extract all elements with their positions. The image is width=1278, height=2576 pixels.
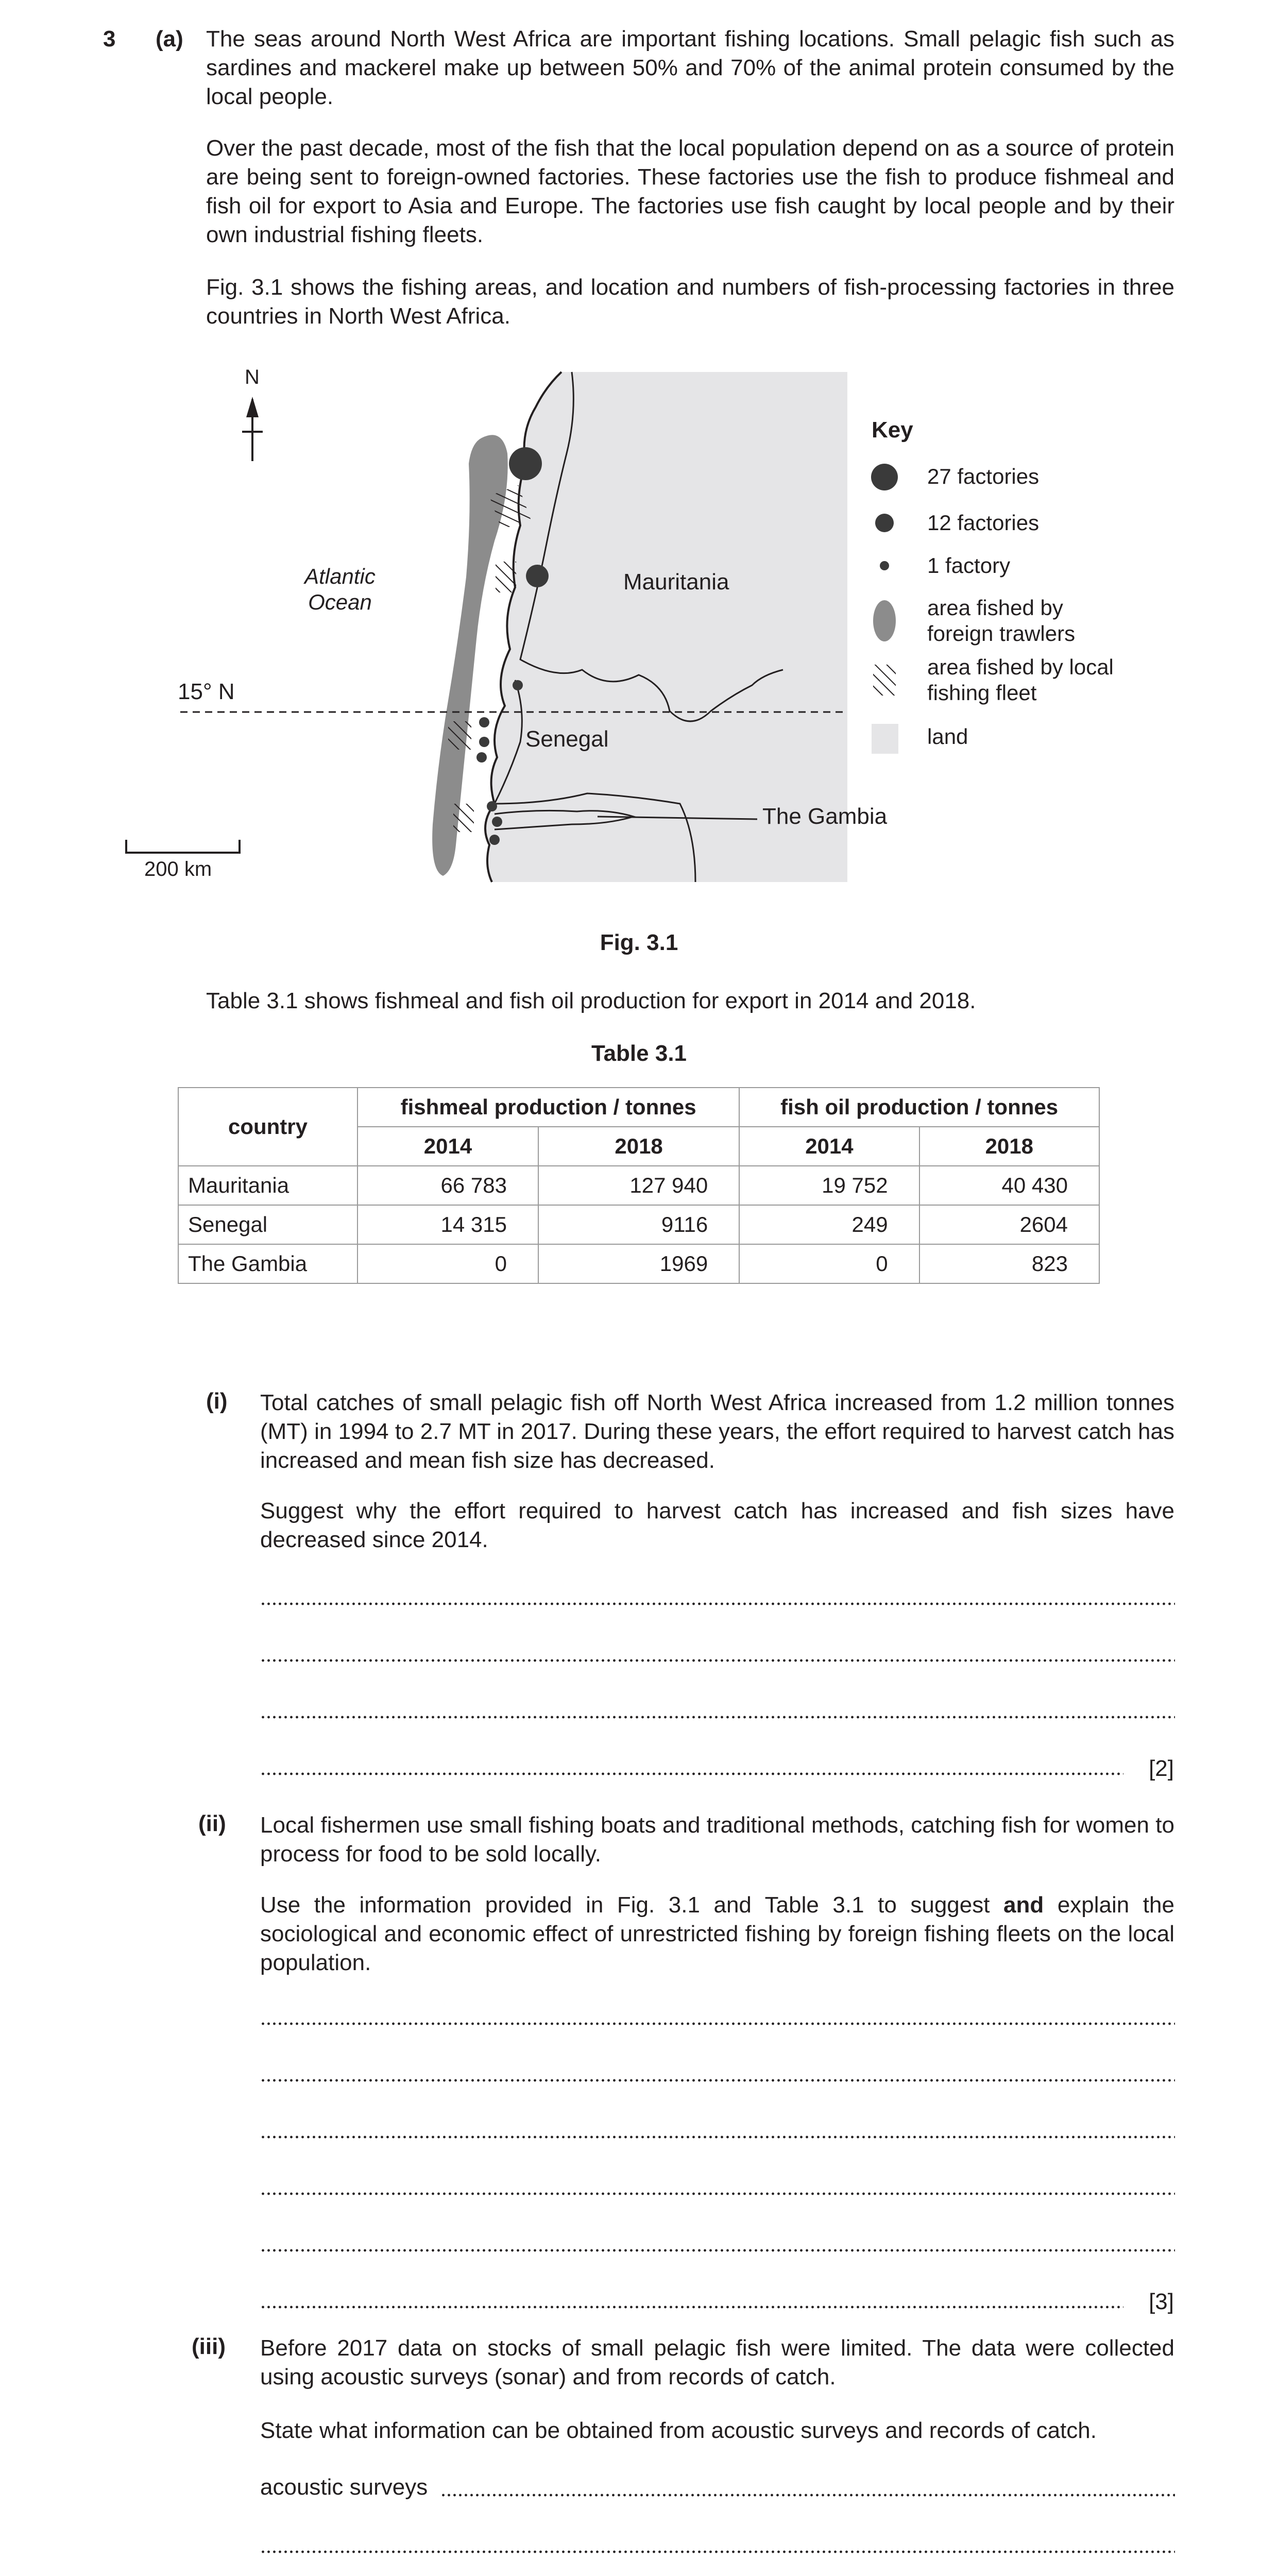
answer-line[interactable] — [260, 1659, 1175, 1662]
factory-1 — [513, 680, 523, 690]
cell-value: 249 — [739, 1205, 919, 1244]
answer-line[interactable] — [260, 2079, 1175, 2082]
part-iii-paragraph-2: State what information can be obtained from acoustic surveys and records of catch. — [260, 2418, 1097, 2443]
table-row — [178, 1244, 1099, 1283]
factory-27 — [509, 447, 542, 480]
cell-value: 14 315 — [357, 1205, 538, 1244]
north-label: N — [245, 366, 260, 388]
cell-value: 2604 — [919, 1205, 1099, 1244]
factory-1 — [489, 835, 500, 845]
table-intro: Table 3.1 shows fishmeal and fish oil production for export in 2014 and 2018. — [206, 988, 976, 1013]
key-1-factory-symbol — [880, 561, 889, 570]
ocean-label-2: Ocean — [308, 590, 372, 614]
key-item-local-2: fishing fleet — [927, 681, 1037, 705]
part-ii-text: Use the information provided in Fig. 3.1 and Table 3.1 to suggest — [260, 1892, 1004, 1918]
cell-value: 823 — [919, 1244, 1099, 1283]
col-year: 2018 — [538, 1127, 739, 1166]
scale-label: 200 km — [144, 858, 212, 880]
answer-line[interactable] — [260, 1602, 1175, 1605]
col-year: 2018 — [919, 1127, 1099, 1166]
intro-paragraph-1: The seas around North West Africa are important fishing locations. Small pelagic fish such as sardines and mackerel make up between 50% and 70% of the animal protein consumed by the local people. — [206, 26, 1174, 109]
factory-1 — [479, 717, 489, 727]
part-ii-label: (ii) — [198, 1811, 226, 1836]
local-fishing-area — [448, 721, 471, 750]
cell-country: The Gambia — [178, 1244, 357, 1283]
key-12-factories-symbol — [875, 514, 894, 532]
mauritania-label: Mauritania — [623, 569, 729, 595]
cell-value: 40 430 — [919, 1166, 1099, 1205]
factory-1 — [492, 817, 502, 827]
key-item-trawlers-1: area fished by — [927, 596, 1063, 620]
part-ii-text: explain the sociological and economic effect of unrestricted fishing by foreign fishing fleets on the local population. — [260, 1892, 1174, 1975]
answer-line[interactable] — [260, 2249, 1175, 2252]
fig-3-1-map — [0, 0, 1278, 927]
col-year: 2014 — [739, 1127, 919, 1166]
answer-line[interactable] — [260, 1716, 1175, 1719]
col-fishmeal: fishmeal production / tonnes — [357, 1088, 739, 1127]
table-title: Table 3.1 — [591, 1041, 687, 1066]
factory-1 — [487, 801, 497, 811]
senegal-label: Senegal — [525, 726, 609, 752]
cell-value: 19 752 — [739, 1166, 919, 1205]
cell-value: 0 — [357, 1244, 538, 1283]
north-arrow-head — [246, 397, 259, 417]
scale-bar — [126, 840, 240, 853]
cell-country: Mauritania — [178, 1166, 357, 1205]
part-ii-paragraph-2 — [260, 1891, 1174, 1977]
cell-country: Senegal — [178, 1205, 357, 1244]
key-trawler-symbol — [873, 600, 896, 641]
answer-line[interactable] — [260, 2192, 1175, 2195]
part-iii-paragraph-1: Before 2017 data on stocks of small pelagic fish were limited. The data were collected using acoustic surveys (sonar) and from records of catch. — [260, 2335, 1174, 2389]
cell-value: 0 — [739, 1244, 919, 1283]
answer-line[interactable] — [260, 2136, 1175, 2139]
cell-value: 66 783 — [357, 1166, 538, 1205]
factory-1 — [479, 737, 489, 747]
key-land-symbol — [872, 724, 898, 754]
part-ii-paragraph-1: Local fishermen use small fishing boats and traditional methods, catching fish for women to process for food to be sold locally. — [260, 1812, 1174, 1867]
col-fishoil: fish oil production / tonnes — [739, 1088, 1099, 1127]
key-local-fleet-symbol — [873, 665, 896, 696]
acoustic-surveys-label: acoustic surveys — [260, 2475, 428, 2500]
key-item-local-1: area fished by local — [927, 655, 1114, 679]
key-item-12-factories: 12 factories — [927, 511, 1040, 535]
table-row — [178, 1166, 1099, 1205]
local-fishing-area — [453, 804, 474, 832]
intro-paragraph-2: Over the past decade, most of the fish that the local population depend on as a source of protein are being sent to foreign-owned factories. These factories use the fish to produce fishmeal and fish oil for export to Asia and Europe. The factories use fish caught by local people and by their own industrial fishing fleets. — [206, 135, 1174, 247]
part-iii-label: (iii) — [192, 2334, 226, 2359]
part-a-label: (a) — [156, 26, 183, 52]
answer-line[interactable] — [260, 2022, 1175, 2025]
latitude-label: 15° N — [178, 679, 235, 704]
gambia-label: The Gambia — [762, 804, 888, 829]
table-3-1 — [178, 1087, 1100, 1284]
part-ii-mark: [3] — [1149, 2289, 1174, 2314]
ocean-label-1: Atlantic — [304, 564, 376, 588]
acoustic-answer-line[interactable] — [440, 2494, 1175, 2497]
cell-value: 9116 — [538, 1205, 739, 1244]
key-27-factories-symbol — [871, 464, 898, 490]
key-item-27-factories: 27 factories — [927, 464, 1040, 488]
key-item-1-factory: 1 factory — [927, 553, 1011, 578]
col-year: 2014 — [357, 1127, 538, 1166]
cell-value: 1969 — [538, 1244, 739, 1283]
local-fishing-area — [496, 562, 516, 592]
answer-line[interactable] — [260, 2550, 1175, 2553]
answer-line[interactable] — [260, 1772, 1123, 1775]
key-item-land: land — [927, 724, 968, 749]
key-item-trawlers-2: foreign trawlers — [927, 621, 1076, 646]
fig-caption: Fig. 3.1 — [600, 930, 678, 955]
part-i-paragraph-2: Suggest why the effort required to harvest catch has increased and fish sizes have decreased since 2014. — [260, 1498, 1174, 1552]
part-i-mark: [2] — [1149, 1756, 1174, 1781]
key-title: Key — [872, 417, 913, 443]
answer-line[interactable] — [260, 2306, 1123, 2309]
col-country: country — [178, 1088, 357, 1166]
intro-paragraph-3: Fig. 3.1 shows the fishing areas, and location and numbers of fish-processing factories in three countries in North West Africa. — [206, 275, 1174, 329]
factory-12 — [526, 565, 549, 587]
cell-value: 127 940 — [538, 1166, 739, 1205]
part-i-label: (i) — [206, 1388, 228, 1414]
part-i-paragraph-1: Total catches of small pelagic fish off North West Africa increased from 1.2 million tonnes (MT) in 1994 to 2.7 MT in 2017. During these years, the effort required to harvest catch has increased and mean fish size has decreased. — [260, 1390, 1174, 1473]
question-number: 3 — [103, 26, 116, 52]
part-ii-bold-word: and — [1003, 1892, 1044, 1918]
table-row — [178, 1205, 1099, 1244]
factory-1 — [476, 752, 487, 762]
